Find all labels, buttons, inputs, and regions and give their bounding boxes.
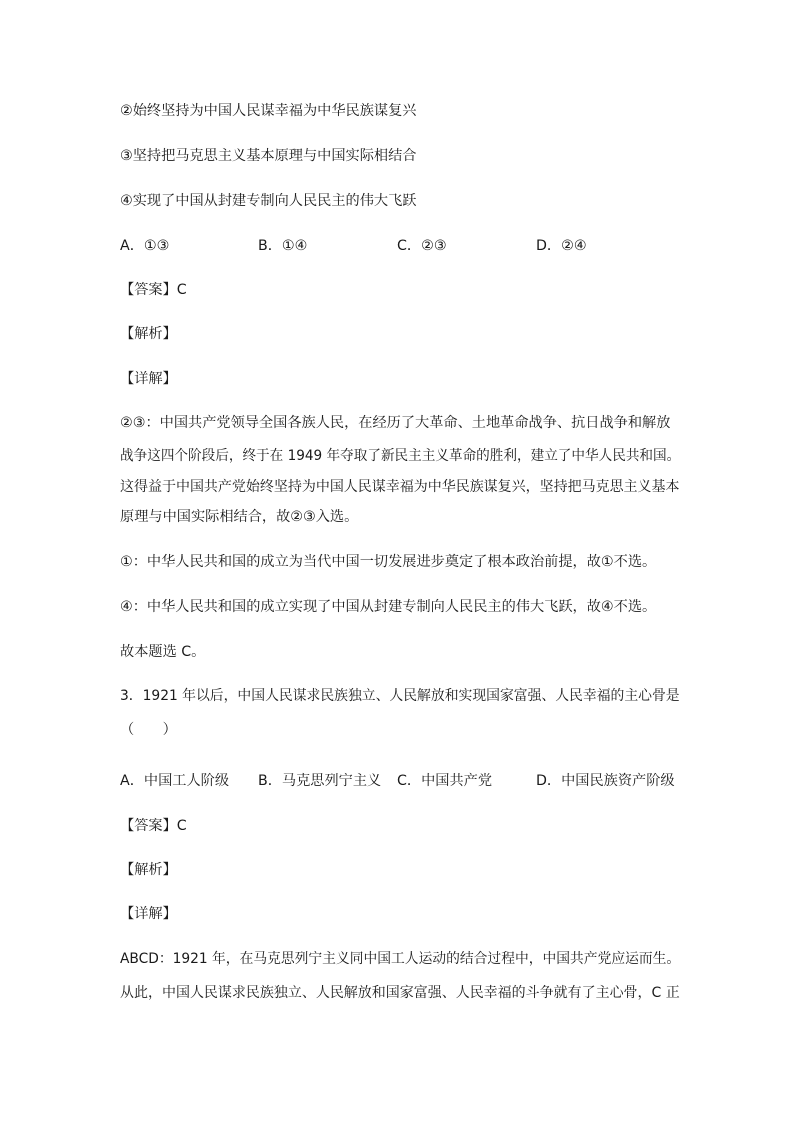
explanation-line: ABCD：1921 年，在马克思列宁主义同中国工人运动的结合过程中，中国共产党应运而生。 bbox=[120, 951, 681, 967]
option-b: B．①④ bbox=[258, 238, 308, 254]
explanation-line: 战争这四个阶段后，终于在 1949 年夺取了新民主主义革命的胜利，建立了中华人民共和国。 bbox=[120, 448, 681, 464]
option-b: B．马克思列宁主义 bbox=[258, 773, 382, 789]
option-c: C．中国共产党 bbox=[397, 773, 493, 789]
analysis-heading: 【解析】 bbox=[120, 326, 177, 342]
statement-2: ②始终坚持为中国人民谋幸福为中华民族谋复兴 bbox=[120, 103, 417, 119]
explanation-line: ①：中华人民共和国的成立为当代中国一切发展进步奠定了根本政治前提，故①不选。 bbox=[120, 554, 657, 570]
option-d: D．②④ bbox=[536, 238, 587, 254]
answer: 【答案】C bbox=[120, 282, 187, 298]
option-c: C．②③ bbox=[397, 238, 447, 254]
question-3-stem: 3．1921 年以后，中国人民谋求民族独立、人民解放和实现国家富强、人民幸福的主心骨是 bbox=[120, 688, 680, 704]
explanation-line: ②③：中国共产党领导全国各族人民，在经历了大革命、土地革命战争、抗日战争和解放 bbox=[120, 415, 671, 431]
analysis-heading: 【解析】 bbox=[120, 862, 177, 878]
answer: 【答案】C bbox=[120, 818, 187, 834]
explanation-line: ④：中华人民共和国的成立实现了中国从封建专制向人民民主的伟大飞跃，故④不选。 bbox=[120, 599, 657, 615]
explanation-line: 从此，中国人民谋求民族独立、人民解放和国家富强、人民幸福的斗争就有了主心骨，C 正 bbox=[120, 985, 680, 1001]
explanation-line: 这得益于中国共产党始终坚持为中国人民谋幸福为中华民族谋复兴，坚持把马克思主义基本 bbox=[120, 479, 680, 495]
statement-4: ④实现了中国从封建专制向人民民主的伟大飞跃 bbox=[120, 193, 417, 209]
option-d: D．中国民族资产阶级 bbox=[536, 773, 675, 789]
statement-3: ③坚持把马克思主义基本原理与中国实际相结合 bbox=[120, 148, 417, 164]
option-a: A．①③ bbox=[120, 238, 170, 254]
conclusion: 故本题选 C。 bbox=[120, 644, 206, 660]
question-3-blank: （ ） bbox=[120, 722, 177, 738]
option-a: A．中国工人阶级 bbox=[120, 773, 230, 789]
detail-heading: 【详解】 bbox=[120, 371, 177, 387]
explanation-line: 原理与中国实际相结合，故②③入选。 bbox=[120, 509, 359, 525]
detail-heading: 【详解】 bbox=[120, 906, 177, 922]
